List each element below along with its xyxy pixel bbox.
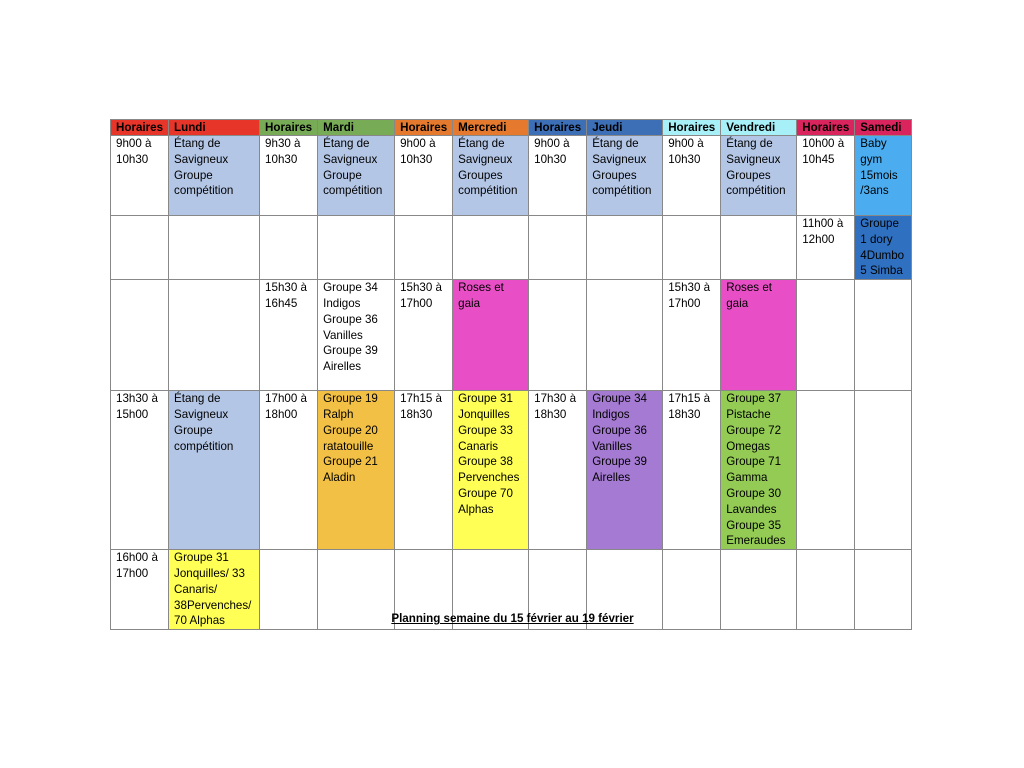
activity-cell: Roses et gaia — [721, 280, 797, 391]
activity-cell: Étang de Savigneux Groupes compétition — [721, 136, 797, 216]
activity-cell: Étang de Savigneux Groupes compétition — [453, 136, 529, 216]
activity-cell: Groupe 19 Ralph Groupe 20 ratatouille Groupe 21 Aladin — [318, 391, 395, 550]
header-mercredi: Mercredi — [453, 120, 529, 136]
empty-cell — [169, 280, 260, 391]
header-horaires-samedi: Horaires — [797, 120, 855, 136]
activity-cell: Groupe 34 Indigos Groupe 36 Vanilles Groupe 39 Airelles — [318, 280, 395, 391]
activity-cell: Groupe 31 Jonquilles Groupe 33 Canaris Groupe 38 Pervenches Groupe 70 Alphas — [453, 391, 529, 550]
empty-cell — [111, 216, 169, 280]
schedule-row-4 — [111, 391, 912, 550]
empty-cell — [453, 216, 529, 280]
header-mardi: Mardi — [318, 120, 395, 136]
time-cell: 9h30 à 10h30 — [260, 136, 318, 216]
empty-cell — [587, 280, 663, 391]
header-horaires-mercredi: Horaires — [395, 120, 453, 136]
empty-cell — [855, 391, 912, 550]
empty-cell — [395, 216, 453, 280]
activity-cell: Groupe 34 Indigos Groupe 36 Vanilles Groupe 39 Airelles — [587, 391, 663, 550]
time-cell: 9h00 à 10h30 — [663, 136, 721, 216]
time-cell: 9h00 à 10h30 — [111, 136, 169, 216]
time-cell: 9h00 à 10h30 — [529, 136, 587, 216]
time-cell: 17h15 à 18h30 — [395, 391, 453, 550]
header-lundi: Lundi — [169, 120, 260, 136]
activity-cell: Étang de Savigneux Groupes compétition — [587, 136, 663, 216]
time-cell: 11h00 à 12h00 — [797, 216, 855, 280]
time-cell: 17h15 à 18h30 — [663, 391, 721, 550]
activity-cell: Groupe 37 Pistache Groupe 72 Omegas Groupe 71 Gamma Groupe 30 Lavandes Groupe 35 Emeraudes — [721, 391, 797, 550]
time-cell: 15h30 à 17h00 — [663, 280, 721, 391]
header-samedi: Samedi — [855, 120, 912, 136]
empty-cell — [855, 280, 912, 391]
activity-cell: Groupe 1 dory 4Dumbo 5 Simba — [855, 216, 912, 280]
header-horaires-lundi: Horaires — [111, 120, 169, 136]
time-cell: 17h00 à 18h00 — [260, 391, 318, 550]
schedule-table — [110, 119, 912, 630]
empty-cell — [587, 216, 663, 280]
activity-cell: Groupe 31 Jonquilles/ 33 Canaris/ 38Pervenches/ 70 Alphas — [169, 550, 260, 630]
schedule-row-2 — [111, 216, 912, 280]
header-horaires-jeudi: Horaires — [529, 120, 587, 136]
schedule-row-1 — [111, 136, 912, 216]
empty-cell — [663, 216, 721, 280]
header-row — [111, 120, 912, 136]
empty-cell — [529, 280, 587, 391]
empty-cell — [169, 216, 260, 280]
activity-cell: Étang de Savigneux Groupe compétition — [169, 136, 260, 216]
header-horaires-mardi: Horaires — [260, 120, 318, 136]
empty-cell — [797, 391, 855, 550]
activity-cell: Étang de Savigneux Groupe compétition — [318, 136, 395, 216]
time-cell: 13h30 à 15h00 — [111, 391, 169, 550]
time-cell: 15h30 à 16h45 — [260, 280, 318, 391]
time-cell: 15h30 à 17h00 — [395, 280, 453, 391]
time-cell: 17h30 à 18h30 — [529, 391, 587, 550]
empty-cell — [529, 216, 587, 280]
empty-cell — [721, 216, 797, 280]
time-cell: 9h00 à 10h30 — [395, 136, 453, 216]
activity-cell: Roses et gaia — [453, 280, 529, 391]
activity-cell: Baby gym 15mois /3ans — [855, 136, 912, 216]
empty-cell — [111, 280, 169, 391]
time-cell: 16h00 à 17h00 — [111, 550, 169, 630]
header-jeudi: Jeudi — [587, 120, 663, 136]
empty-cell — [318, 216, 395, 280]
header-horaires-vendredi: Horaires — [663, 120, 721, 136]
empty-cell — [260, 216, 318, 280]
activity-cell: Étang de Savigneux Groupe compétition — [169, 391, 260, 550]
empty-cell — [797, 280, 855, 391]
schedule-caption: Planning semaine du 15 février au 19 février — [391, 612, 634, 625]
header-vendredi: Vendredi — [721, 120, 797, 136]
schedule-row-3 — [111, 280, 912, 391]
time-cell: 10h00 à 10h45 — [797, 136, 855, 216]
